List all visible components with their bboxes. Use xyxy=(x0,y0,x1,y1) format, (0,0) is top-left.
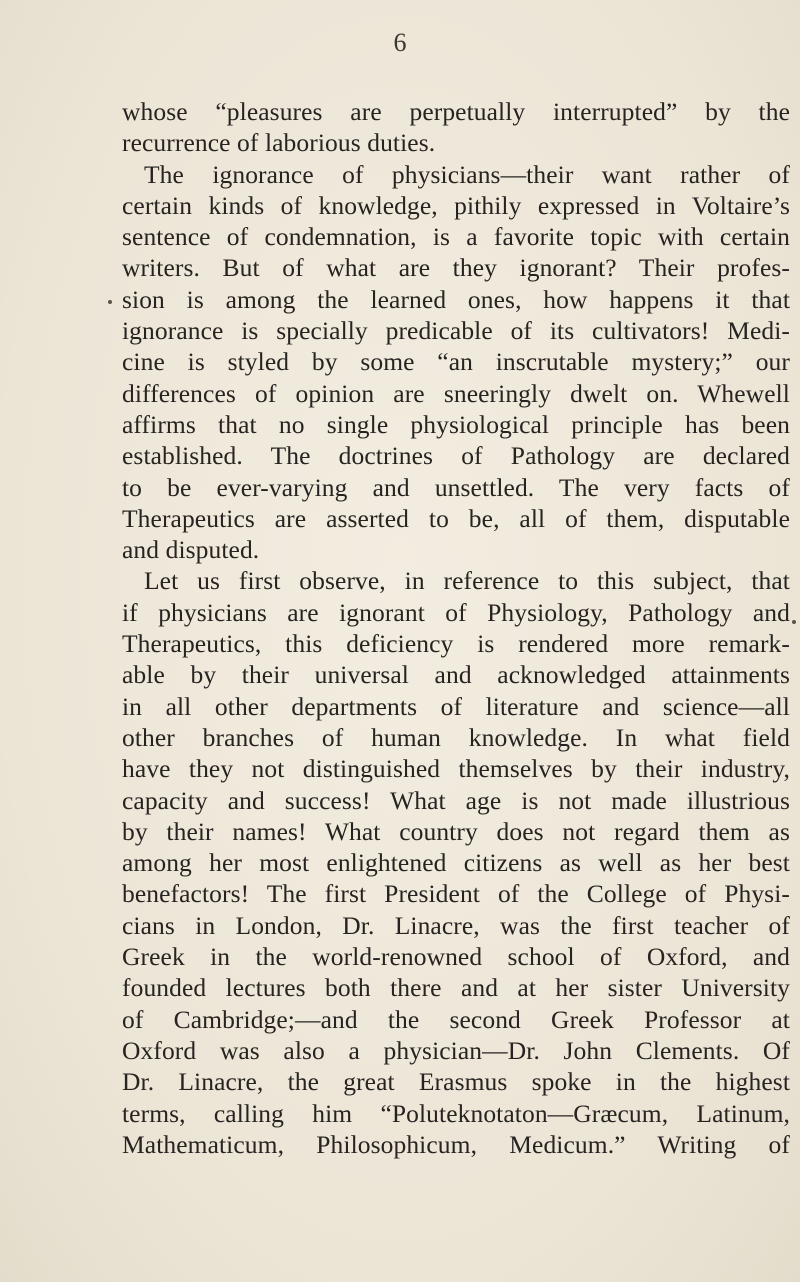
text-line: sion is among the learned ones, how happens it that xyxy=(122,284,790,314)
text-line: sentence of condemnation, is a favorite topic with certain xyxy=(122,222,790,252)
text-line: terms, calling him “Poluteknotaton—Græcum, Latinum, xyxy=(122,1098,790,1128)
text-line: Therapeutics are asserted to be, all of them, disputable xyxy=(122,503,790,533)
text-line: recurrence of laborious duties. xyxy=(122,128,436,158)
text-line: to be ever-varying and unsettled. The very facts of xyxy=(122,472,790,502)
margin-speck xyxy=(792,620,796,624)
text-line: by their names! What country does not regard them as xyxy=(122,816,790,846)
body-text xyxy=(122,96,790,1160)
text-line: cine is styled by some “an inscrutable mystery;” our xyxy=(122,347,790,377)
text-line: if physicians are ignorant of Physiology, Pathology and xyxy=(122,597,790,627)
text-line: have they not distinguished themselves by their industry, xyxy=(122,754,790,784)
text-line: in all other departments of literature and science—all xyxy=(122,691,790,721)
text-line: Therapeutics, this deficiency is rendered more remark- xyxy=(122,629,790,659)
text-line: Dr. Linacre, the great Erasmus spoke in the highest xyxy=(122,1067,790,1097)
text-line: capacity and success! What age is not made illustrious xyxy=(122,785,790,815)
text-line: other branches of human knowledge. In what field xyxy=(122,722,790,752)
text-line: able by their universal and acknowledged attainments xyxy=(122,660,790,690)
text-line: Oxford was also a physician—Dr. John Clements. Of xyxy=(122,1035,790,1065)
text-line: Let us first observe, in reference to this subject, that xyxy=(144,566,790,596)
text-line: Mathematicum, Philosophicum, Medicum.” Writing of xyxy=(122,1129,790,1159)
text-line: cians in London, Dr. Linacre, was the first teacher of xyxy=(122,910,790,940)
text-line: benefactors! The first President of the College of Physi- xyxy=(122,879,790,909)
text-line: and disputed. xyxy=(122,535,260,565)
text-line: established. The doctrines of Pathology are declared xyxy=(122,441,790,471)
text-line: of Cambridge;—and the second Greek Professor at xyxy=(122,1004,790,1034)
text-line: founded lectures both there and at her sister University xyxy=(122,973,790,1003)
text-line: Greek in the world-renowned school of Oxford, and xyxy=(122,942,790,972)
text-line: ignorance is specially predicable of its cultivators! Medi- xyxy=(122,316,790,346)
margin-speck xyxy=(108,300,112,304)
text-line: certain kinds of knowledge, pithily expressed in Voltaire’s xyxy=(122,190,790,220)
text-line: among her most enlightened citizens as well as her best xyxy=(122,848,790,878)
text-line: whose “pleasures are perpetually interrupted” by the xyxy=(122,97,790,126)
page-number: 6 xyxy=(393,28,407,57)
text-line: The ignorance of physicians—their want rather of xyxy=(144,159,790,189)
text-line: differences of opinion are sneeringly dwelt on. Whewell xyxy=(122,378,790,408)
text-line: writers. But of what are they ignorant? Their profes- xyxy=(122,253,790,283)
text-line: affirms that no single physiological principle has been xyxy=(122,409,790,439)
